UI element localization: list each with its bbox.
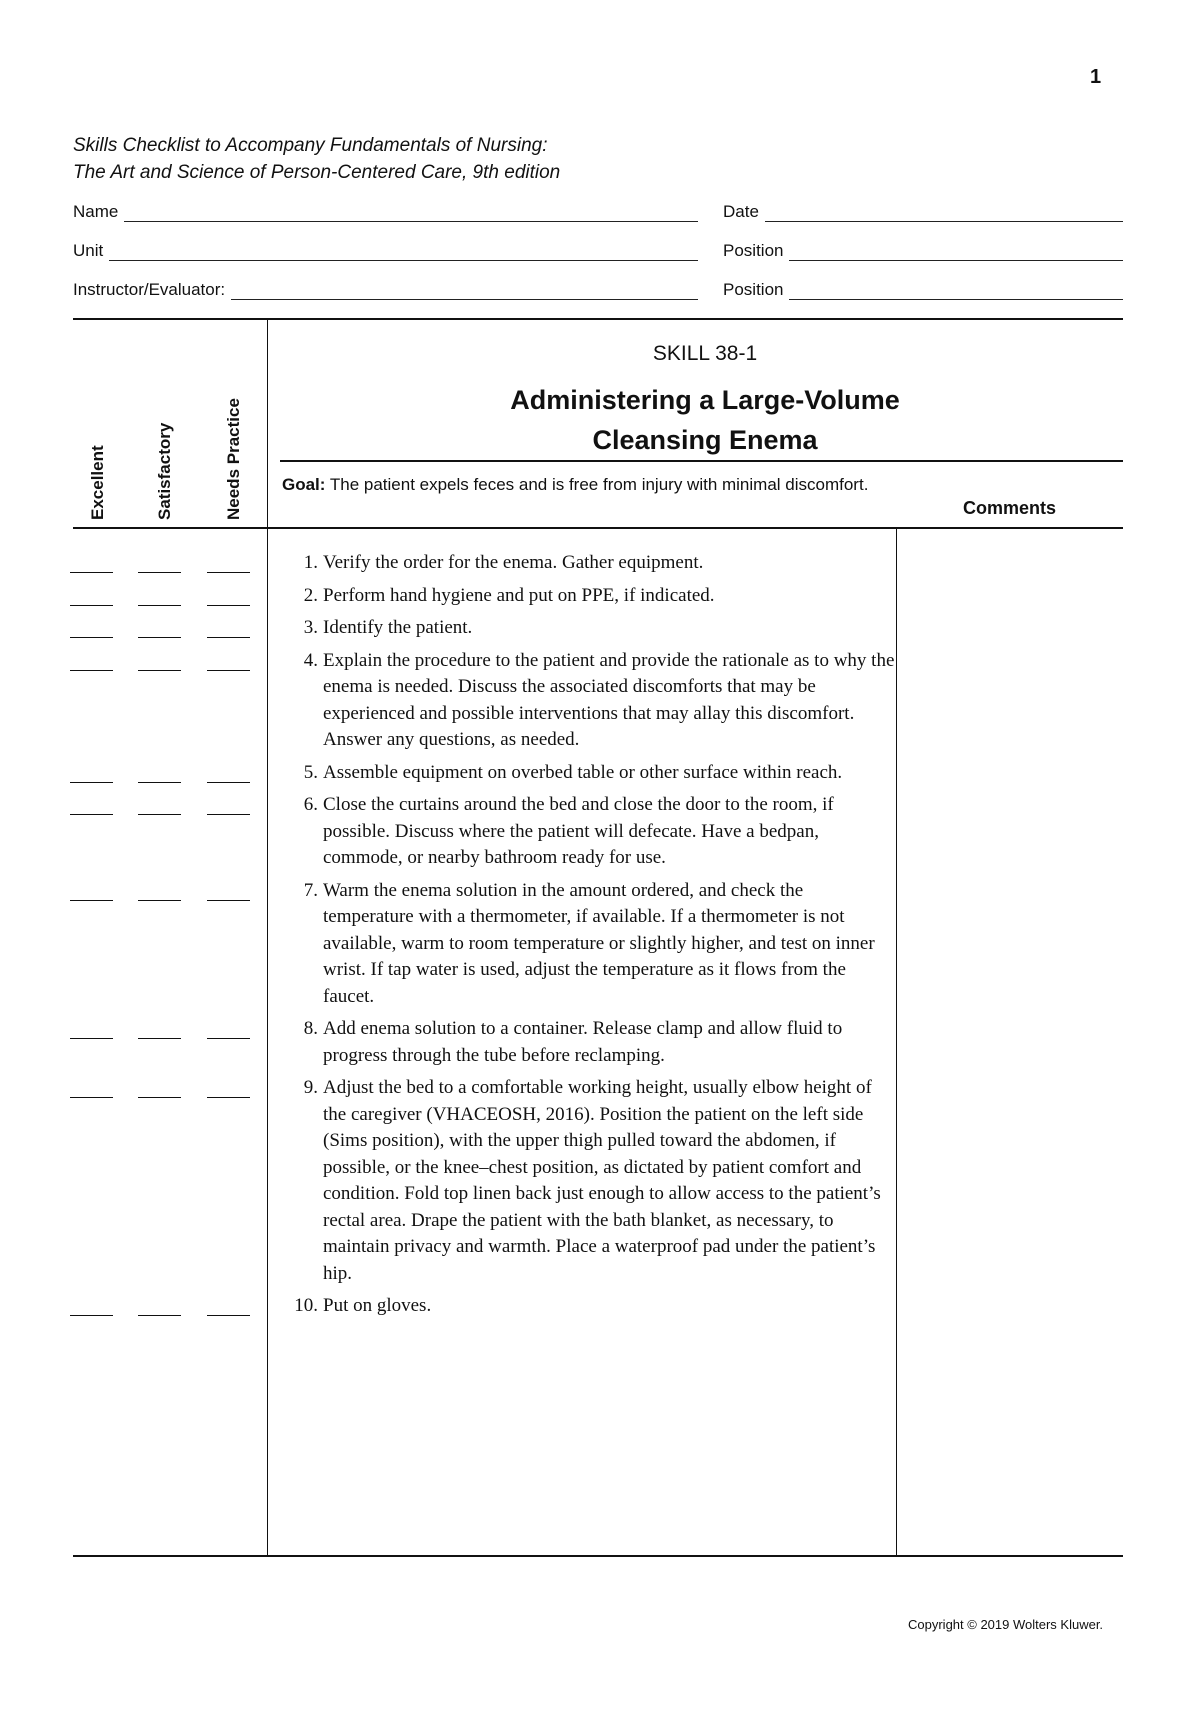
position2-label: Position: [723, 280, 784, 299]
rating-blank-needs-practice[interactable]: [207, 670, 250, 671]
form-row-instructor: [73, 274, 1123, 300]
book-title: [73, 132, 560, 186]
unit-line[interactable]: [109, 242, 698, 261]
rating-blank-excellent[interactable]: [70, 605, 113, 606]
rating-blank-needs-practice[interactable]: [207, 782, 250, 783]
table-top-rule: [73, 318, 1123, 320]
step-text: Warm the enema solution in the amount ordered, and check the temperature with a thermometer, if available. If a thermometer is not available, warm to room temperature or slightly higher, and test on inner wrist. If tap water is used, adjust the temperature as it flows from the faucet.: [323, 879, 875, 1007]
position-line[interactable]: [789, 242, 1123, 261]
rating-column-divider: [267, 319, 268, 1556]
step-item: [270, 550, 895, 577]
rating-blank-needs-practice[interactable]: [207, 814, 250, 815]
step-item: [270, 583, 895, 610]
rating-blank-satisfactory[interactable]: [138, 670, 181, 671]
step-number: 5.: [303, 761, 318, 783]
goal-label: Goal:: [282, 475, 326, 494]
step-number: 2.: [303, 584, 318, 606]
name-label: Name: [73, 202, 119, 221]
rating-blank-needs-practice[interactable]: [207, 572, 250, 573]
rating-blank-needs-practice[interactable]: [207, 900, 250, 901]
step-text: Adjust the bed to a comfortable working height, usually elbow height of the caregiver (VHACEOSH, 2016). Position the patient on the left side (Sims position), with the upper thigh pulled toward the abdomen, if possible, or the knee–chest position, as dictated by patient comfort and condition. Fold top linen back just enough to allow access to the patient’s rectal area. Drape the patient with the bath blanket, as necessary, to maintain privacy and warmth. Place a waterproof pad under the patient’s hip.: [323, 1077, 881, 1284]
date-line[interactable]: [765, 203, 1123, 222]
form-row-unit: [73, 235, 1123, 261]
step-number: 6.: [303, 794, 318, 815]
rating-blank-excellent[interactable]: [70, 572, 113, 573]
skill-title-line-1: Administering a Large-Volume: [510, 385, 900, 415]
step-text: Verify the order for the enema. Gather equipment.: [323, 552, 704, 573]
rating-blank-satisfactory[interactable]: [138, 814, 181, 815]
rating-blank-excellent[interactable]: [70, 1315, 113, 1316]
step-number: 9.: [303, 1077, 318, 1098]
step-number: 1.: [303, 552, 318, 573]
step-item: [270, 615, 895, 642]
rating-blank-excellent[interactable]: [70, 637, 113, 638]
goal-statement: [282, 474, 882, 496]
rating-blank-needs-practice[interactable]: [207, 1097, 250, 1098]
rating-blank-satisfactory[interactable]: [138, 1038, 181, 1039]
date-field[interactable]: [723, 196, 1123, 222]
step-item: [270, 648, 895, 754]
skill-title-line-2: Cleansing Enema: [592, 425, 818, 455]
rating-blank-satisfactory[interactable]: [138, 637, 181, 638]
rating-blank-satisfactory[interactable]: [138, 605, 181, 606]
rating-blank-satisfactory[interactable]: [138, 1097, 181, 1098]
position-field[interactable]: [723, 235, 1123, 261]
name-line[interactable]: [124, 203, 698, 222]
step-item: [270, 792, 895, 872]
step-text: Close the curtains around the bed and close the door to the room, if possible. Discuss where the patient will defecate. Have a bedpan, commode, or nearby bathroom ready for use.: [323, 794, 834, 868]
step-number: 7.: [303, 879, 318, 901]
position-label: Position: [723, 241, 784, 260]
rating-blank-excellent[interactable]: [70, 670, 113, 671]
step-item: [270, 878, 895, 1011]
comments-column-divider: [896, 528, 897, 1556]
instructor-line[interactable]: [231, 281, 698, 300]
step-text: Identify the patient.: [323, 617, 473, 638]
table-bottom-rule: [73, 1555, 1123, 1557]
instructor-label: Instructor/Evaluator:: [73, 280, 226, 299]
date-label: Date: [723, 202, 759, 221]
position2-line[interactable]: [789, 281, 1123, 300]
name-field[interactable]: [73, 196, 698, 222]
steps-list: [270, 550, 895, 1326]
book-title-line-2: The Art and Science of Person-Centered Care, 9th edition: [73, 162, 561, 183]
step-number: 10.: [294, 1295, 318, 1316]
step-text: Add enema solution to a container. Release clamp and allow fluid to progress through the tube before reclamping.: [323, 1018, 843, 1066]
step-item: [270, 760, 895, 787]
step-text: Perform hand hygiene and put on PPE, if indicated.: [323, 584, 715, 606]
rating-blank-needs-practice[interactable]: [207, 605, 250, 606]
step-text: Assemble equipment on overbed table or other surface within reach.: [323, 761, 843, 783]
step-text: Explain the procedure to the patient and provide the rationale as to why the enema is needed. Discuss the associated discomforts that may be experienced and possible interventions that may allay this discomfort. Answer any questions, as needed.: [323, 649, 895, 750]
unit-label: Unit: [73, 241, 104, 260]
rating-blank-excellent[interactable]: [70, 1097, 113, 1098]
rating-blank-excellent[interactable]: [70, 1038, 113, 1039]
skill-title: [270, 380, 1140, 460]
rating-blank-needs-practice[interactable]: [207, 1038, 250, 1039]
column-header-needs-practice: Needs Practice: [224, 398, 243, 520]
rating-blank-excellent[interactable]: [70, 814, 113, 815]
rating-blank-satisfactory[interactable]: [138, 1315, 181, 1316]
table-header-rule: [73, 527, 1123, 529]
form-row-name: [73, 196, 1123, 222]
rating-blank-excellent[interactable]: [70, 782, 113, 783]
page-number: 1: [1090, 66, 1102, 88]
step-item: [270, 1293, 895, 1320]
rating-blank-needs-practice[interactable]: [207, 637, 250, 638]
position2-field[interactable]: [723, 274, 1123, 300]
step-number: 4.: [303, 649, 318, 671]
unit-field[interactable]: [73, 235, 698, 261]
step-item: [270, 1016, 895, 1069]
rating-blank-satisfactory[interactable]: [138, 782, 181, 783]
step-text: Put on gloves.: [323, 1295, 432, 1316]
goal-text: The patient expels feces and is free from injury with minimal discomfort.: [325, 475, 869, 494]
column-header-satisfactory: Satisfactory: [155, 422, 174, 520]
copyright: Copyright © 2019 Wolters Kluwer.: [908, 1617, 1104, 1632]
rating-blank-satisfactory[interactable]: [138, 572, 181, 573]
skill-number: SKILL 38-1: [652, 342, 758, 365]
step-number: 8.: [303, 1018, 318, 1039]
goal-rule: [280, 460, 1123, 462]
rating-blank-satisfactory[interactable]: [138, 900, 181, 901]
column-header-excellent: Excellent: [88, 445, 107, 520]
step-number: 3.: [303, 617, 318, 638]
instructor-field[interactable]: [73, 274, 698, 300]
step-item: [270, 1075, 895, 1287]
rating-blank-needs-practice[interactable]: [207, 1315, 250, 1316]
book-title-line-1: Skills Checklist to Accompany Fundamentals of Nursing:: [73, 135, 548, 156]
column-header-comments: Comments: [963, 498, 1057, 518]
rating-blank-excellent[interactable]: [70, 900, 113, 901]
